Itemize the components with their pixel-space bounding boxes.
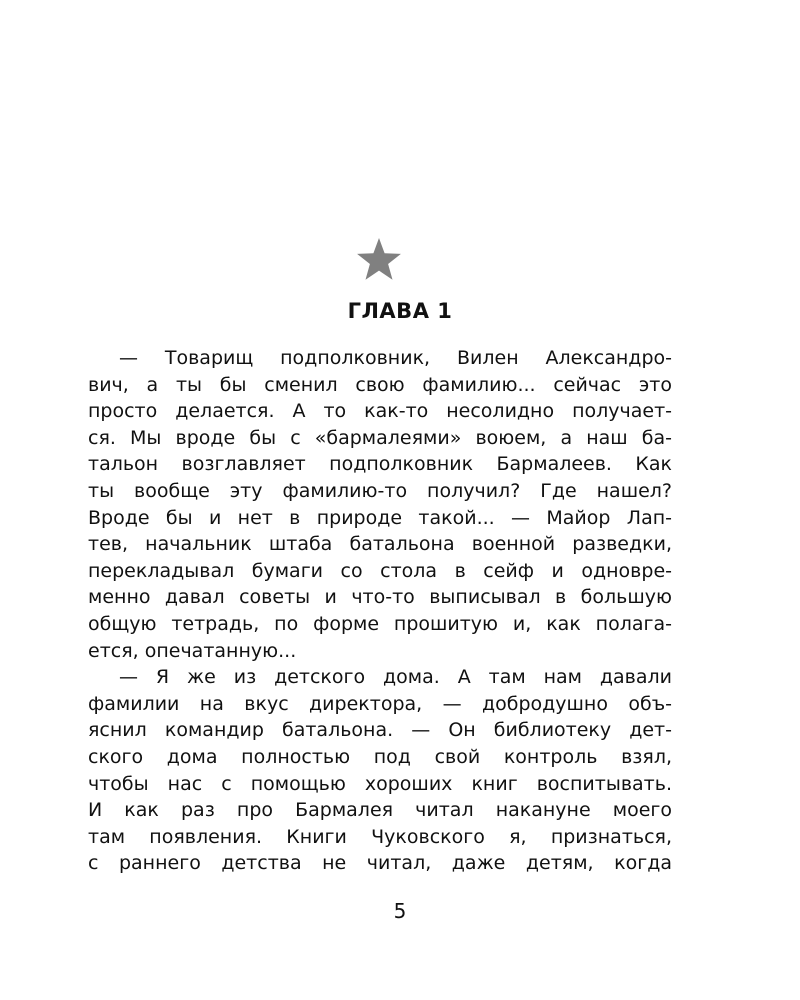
text-line: ся. Мы вроде бы с «бармалеями» воюем, а наш ба- xyxy=(88,426,672,449)
text-line: ты вообще эту фамилию-то получил? Где нашел? xyxy=(88,479,672,502)
text-line: чтобы нас с помощью хороших книг воспитывать. xyxy=(88,772,672,795)
paragraph xyxy=(88,664,672,877)
text-line: ского дома полностью под свой контроль взял, xyxy=(88,745,672,768)
chapter-body xyxy=(88,345,672,877)
text-line: менно давал советы и что-то выписывал в большую xyxy=(88,586,672,609)
text-line: ется, опечатанную... xyxy=(88,639,297,662)
text-line: с раннего детства не читал, даже детям, когда xyxy=(88,852,672,875)
chapter-title: ГЛАВА 1 xyxy=(347,299,453,323)
text-line: Вроде бы и нет в природе такой... — Майор Лап- xyxy=(88,506,672,529)
text-line: — Я же из детского дома. А там нам давали xyxy=(119,666,672,689)
text-line: тальон возглавляет подполковник Бармалеев. Как xyxy=(88,453,672,476)
text-line: там появления. Книги Чуковского я, признаться, xyxy=(88,825,672,848)
text-line: тев, начальник штаба батальона военной разведки, xyxy=(88,533,672,556)
text-line: И как раз про Бармалея читал накануне моего xyxy=(88,799,672,822)
page-number: 5 xyxy=(393,899,407,923)
text-line: вич, а ты бы сменил свою фамилию... сейчас это xyxy=(88,373,672,396)
text-line: просто делается. А то как-то несолидно получает- xyxy=(88,400,672,423)
paragraph xyxy=(88,345,672,664)
text-line: — Товарищ подполковник, Вилен Александро- xyxy=(119,347,672,369)
text-line: яснил командир батальона. — Он библиотеку дет- xyxy=(88,719,672,742)
text-line: перекладывал бумаги со стола в сейф и одновре- xyxy=(88,559,672,582)
text-line: фамилии на вкус директора, — добродушно объ- xyxy=(88,692,672,715)
text-line: общую тетрадь, по форме прошитую и, как полага- xyxy=(88,612,672,635)
star-icon xyxy=(356,236,402,282)
